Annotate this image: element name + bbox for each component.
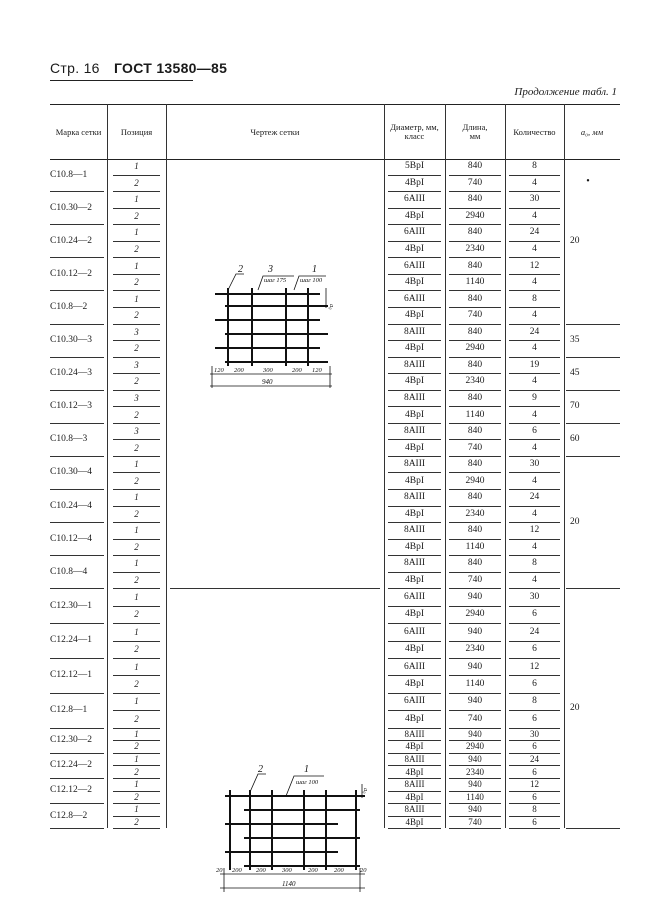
length-cell: 740	[467, 310, 483, 321]
diameter-cell: 4BpI	[405, 475, 424, 486]
quantity-cell: 4	[532, 343, 537, 354]
svg-text:2: 2	[238, 264, 243, 275]
diameter-cell: 4BpI	[405, 766, 424, 777]
quantity-cell: 4	[532, 310, 537, 321]
diameter-cell: 8AIII	[403, 392, 426, 403]
svg-text:200: 200	[292, 367, 302, 374]
diameter-cell: 6AIII	[403, 260, 426, 271]
quantity-cell: 4	[532, 210, 537, 221]
diameter-cell: 6AIII	[403, 293, 426, 304]
mesh-mark: C10.12—2	[50, 268, 92, 279]
diameter-cell: 4BpI	[405, 244, 424, 255]
position-cell: 1	[134, 696, 139, 707]
position-cell: 2	[134, 409, 139, 420]
quantity-cell: 30	[529, 194, 540, 205]
position-cell: 2	[134, 713, 139, 724]
svg-text:2: 2	[258, 764, 263, 775]
position-cell: 2	[134, 508, 139, 519]
diameter-cell: 6AIII	[403, 626, 426, 637]
quantity-cell: 6	[532, 766, 537, 777]
position-cell: 2	[134, 343, 139, 354]
mesh-drawing-c10	[200, 262, 345, 392]
quantity-cell: 4	[532, 541, 537, 552]
mesh-mark: C10.30—3	[50, 335, 92, 346]
header-drawing: Чертеж сетки	[250, 126, 300, 137]
a0-value: 45	[570, 368, 580, 379]
column-divider	[384, 104, 385, 828]
position-cell: 2	[134, 575, 139, 586]
quantity-cell: 8	[532, 558, 537, 569]
mesh-mark: C10.8—3	[50, 434, 88, 445]
position-cell: 1	[134, 227, 139, 238]
diameter-cell: 8AIII	[403, 558, 426, 569]
length-cell: 1140	[465, 409, 485, 420]
svg-text:20: 20	[360, 867, 367, 874]
length-cell: 740	[467, 713, 483, 724]
length-cell: 1140	[466, 791, 484, 802]
row-divider	[449, 828, 501, 829]
position-cell: 3	[134, 359, 139, 370]
length-cell: 840	[467, 161, 483, 172]
position-cell: 2	[134, 177, 139, 188]
length-cell: 940	[467, 591, 483, 602]
diameter-cell: 4BpI	[405, 609, 424, 620]
a0-value: 35	[570, 335, 580, 346]
length-cell: 840	[467, 492, 483, 503]
mesh-mark: C10.24—2	[50, 235, 92, 246]
length-cell: 2940	[465, 210, 485, 221]
position-cell: 1	[134, 753, 139, 764]
column-divider	[166, 104, 167, 828]
length-cell: 840	[467, 359, 483, 370]
svg-text:200: 200	[308, 867, 318, 874]
quantity-cell: 24	[529, 326, 540, 337]
diameter-cell: 4BpI	[405, 644, 424, 655]
diameter-cell: 8AIII	[403, 359, 426, 370]
position-cell: 1	[134, 591, 139, 602]
diameter-cell: 4BpI	[405, 741, 424, 752]
length-cell: 840	[467, 392, 483, 403]
quantity-cell: 19	[529, 359, 540, 370]
position-cell: 1	[134, 293, 139, 304]
quantity-cell: 12	[529, 661, 540, 672]
length-cell: 1140	[465, 541, 485, 552]
diameter-cell: 4BpI	[405, 791, 424, 802]
mesh-mark: C10.8—4	[50, 566, 88, 577]
position-cell: 3	[134, 326, 139, 337]
position-cell: 2	[134, 442, 139, 453]
svg-text:a₀: a₀	[362, 788, 369, 794]
mesh-mark: C10.8—1	[50, 169, 88, 180]
a0-value: 70	[570, 401, 580, 412]
quantity-cell: 6	[532, 713, 537, 724]
diameter-cell: 4BpI	[405, 713, 424, 724]
diameter-cell: 8AIII	[403, 326, 426, 337]
position-cell: 2	[134, 741, 139, 752]
length-cell: 740	[467, 575, 483, 586]
position-cell: 2	[134, 678, 139, 689]
svg-text:200: 200	[256, 867, 266, 874]
diameter-cell: 6AIII	[403, 194, 426, 205]
row-divider	[113, 828, 160, 829]
row-divider	[509, 828, 560, 829]
position-cell: 1	[134, 525, 139, 536]
svg-text:300: 300	[263, 367, 273, 374]
position-cell: 2	[134, 277, 139, 288]
length-cell: 940	[468, 728, 482, 739]
column-divider	[107, 104, 108, 828]
diameter-cell: 4BpI	[405, 541, 424, 552]
mesh-mark: C12.12—1	[50, 670, 92, 681]
length-cell: 840	[467, 426, 483, 437]
length-cell: 2940	[466, 741, 484, 752]
diameter-cell: 4BpI	[405, 508, 424, 519]
position-cell: 2	[134, 791, 139, 802]
quantity-cell: 4	[532, 376, 537, 387]
svg-text:300: 300	[282, 867, 292, 874]
quantity-cell: 9	[532, 392, 537, 403]
page-number: Стр. 16	[50, 60, 100, 76]
header-a0: a₀, мм	[580, 126, 604, 137]
length-cell: 2940	[465, 343, 485, 354]
header-rule	[50, 80, 193, 81]
quantity-cell: 24	[529, 626, 540, 637]
diameter-cell: 4BpI	[405, 442, 424, 453]
position-cell: 1	[134, 459, 139, 470]
quantity-cell: 24	[529, 492, 540, 503]
quantity-cell: 24	[529, 227, 540, 238]
length-cell: 740	[468, 816, 482, 827]
quantity-cell: 30	[529, 591, 540, 602]
diameter-cell: 8AIII	[404, 779, 425, 790]
length-cell: 940	[467, 696, 483, 707]
position-cell: 1	[134, 260, 139, 271]
length-cell: 2340	[465, 376, 485, 387]
length-cell: 940	[468, 779, 482, 790]
position-cell: 2	[134, 310, 139, 321]
svg-text:1: 1	[304, 764, 309, 775]
quantity-cell: 6	[532, 816, 537, 827]
svg-text:200: 200	[232, 867, 242, 874]
length-cell: 2340	[465, 508, 485, 519]
mesh-mark: C12.24—2	[50, 760, 92, 771]
diameter-cell: 4BpI	[405, 376, 424, 387]
quantity-cell: 4	[532, 244, 537, 255]
position-cell: 1	[134, 626, 139, 637]
quantity-cell: 12	[529, 525, 540, 536]
length-cell: 940	[467, 661, 483, 672]
position-cell: 2	[134, 766, 139, 777]
length-cell: 840	[467, 293, 483, 304]
diameter-cell: 4BpI	[405, 409, 424, 420]
length-cell: 840	[467, 558, 483, 569]
quantity-cell: 8	[532, 161, 537, 172]
quantity-cell: 4	[532, 442, 537, 453]
mesh-mark: C10.12—4	[50, 533, 92, 544]
position-cell: 2	[134, 376, 139, 387]
length-cell: 2940	[465, 475, 485, 486]
length-cell: 2340	[465, 644, 485, 655]
position-cell: 1	[134, 558, 139, 569]
svg-text:a₀: a₀	[328, 304, 335, 310]
a0-divider	[566, 828, 620, 829]
diameter-cell: 8AIII	[403, 525, 426, 536]
position-cell: 1	[134, 194, 139, 205]
quantity-cell: 6	[532, 426, 537, 437]
print-dot: •	[586, 176, 590, 188]
length-cell: 840	[467, 326, 483, 337]
position-cell: 3	[134, 392, 139, 403]
quantity-cell: 12	[529, 260, 540, 271]
mark-divider	[50, 828, 104, 829]
diameter-cell: 8AIII	[403, 492, 426, 503]
length-cell: 2340	[465, 244, 485, 255]
quantity-cell: 4	[532, 177, 537, 188]
position-cell: 1	[134, 728, 139, 739]
quantity-cell: 24	[530, 753, 539, 764]
svg-text:940: 940	[262, 378, 273, 386]
svg-text:120: 120	[214, 367, 224, 374]
mesh-mark: C10.24—4	[50, 500, 92, 511]
quantity-cell: 12	[530, 779, 539, 790]
a0-value: 20	[570, 703, 580, 714]
mesh-mark: C12.30—2	[50, 735, 92, 746]
position-cell: 1	[134, 779, 139, 790]
header-length: Длина, мм	[462, 122, 488, 141]
quantity-cell: 8	[532, 293, 537, 304]
table-continued-label: Продолжение табл. 1	[514, 86, 617, 98]
diameter-cell: 4BpI	[405, 177, 424, 188]
diameter-cell: 4BpI	[405, 310, 424, 321]
column-divider	[445, 104, 446, 828]
diameter-cell: 8AIII	[403, 426, 426, 437]
diameter-cell: 5BpI	[405, 161, 424, 172]
svg-text:шаг 175: шаг 175	[264, 277, 287, 284]
diameter-cell: 4BpI	[405, 678, 424, 689]
position-cell: 1	[134, 492, 139, 503]
diameter-cell: 4BpI	[405, 575, 424, 586]
quantity-cell: 6	[532, 609, 537, 620]
standard-number: ГОСТ 13580—85	[113, 60, 228, 76]
position-cell: 2	[134, 609, 139, 620]
length-cell: 2940	[465, 609, 485, 620]
position-cell: 2	[134, 244, 139, 255]
header-mark: Марка сетки	[55, 126, 102, 137]
length-cell: 1140	[465, 678, 485, 689]
quantity-cell: 30	[530, 728, 539, 739]
position-cell: 2	[134, 541, 139, 552]
header-diameter: Диаметр, мм, класс	[390, 122, 439, 141]
length-cell: 1140	[465, 277, 485, 288]
quantity-cell: 4	[532, 575, 537, 586]
page-header	[50, 60, 227, 76]
length-cell: 940	[468, 753, 482, 764]
mesh-mark: C12.8—2	[50, 810, 88, 821]
quantity-cell: 6	[532, 678, 537, 689]
length-cell: 840	[467, 525, 483, 536]
quantity-cell: 30	[529, 459, 540, 470]
table-header	[50, 104, 620, 160]
diameter-cell: 8AIII	[404, 804, 425, 815]
svg-text:200: 200	[234, 367, 244, 374]
mesh-mark: C10.30—4	[50, 467, 92, 478]
quantity-cell: 8	[532, 804, 537, 815]
header-position: Позиция	[120, 126, 153, 137]
diameter-cell: 4BpI	[405, 277, 424, 288]
column-divider	[564, 104, 565, 828]
column-divider	[505, 104, 506, 828]
length-cell: 740	[467, 177, 483, 188]
length-cell: 2340	[466, 766, 484, 777]
svg-text:3: 3	[268, 264, 273, 275]
position-cell: 2	[134, 210, 139, 221]
mesh-drawing-c12	[200, 764, 375, 894]
length-cell: 840	[467, 194, 483, 205]
position-cell: 2	[134, 475, 139, 486]
a0-value: 20	[570, 235, 580, 246]
mesh-mark: C10.12—3	[50, 401, 92, 412]
mesh-mark: C12.8—1	[50, 705, 88, 716]
position-cell: 3	[134, 426, 139, 437]
quantity-cell: 4	[532, 508, 537, 519]
svg-text:120: 120	[312, 367, 322, 374]
position-cell: 2	[134, 816, 139, 827]
diameter-cell: 4BpI	[405, 816, 424, 827]
svg-text:шаг 100: шаг 100	[300, 277, 323, 284]
length-cell: 740	[467, 442, 483, 453]
svg-text:1140: 1140	[282, 880, 296, 888]
mesh-mark: C10.30—2	[50, 202, 92, 213]
diameter-cell: 6AIII	[403, 591, 426, 602]
diameter-cell: 4BpI	[405, 210, 424, 221]
length-cell: 940	[468, 804, 482, 815]
quantity-cell: 4	[532, 409, 537, 420]
diameter-cell: 8AIII	[404, 753, 425, 764]
position-cell: 2	[134, 644, 139, 655]
quantity-cell: 4	[532, 475, 537, 486]
length-cell: 840	[467, 459, 483, 470]
a0-value: 60	[570, 434, 580, 445]
svg-text:200: 200	[334, 867, 344, 874]
position-cell: 1	[134, 161, 139, 172]
position-cell: 1	[134, 804, 139, 815]
mesh-mark: C12.30—1	[50, 600, 92, 611]
diameter-cell: 8AIII	[403, 459, 426, 470]
diameter-cell: 6AIII	[403, 227, 426, 238]
position-cell: 1	[134, 661, 139, 672]
diameter-cell: 4BpI	[405, 343, 424, 354]
diameter-cell: 6AIII	[403, 696, 426, 707]
diameter-cell: 8AIII	[404, 728, 425, 739]
drawing-divider	[170, 588, 380, 589]
mesh-mark: C12.24—1	[50, 635, 92, 646]
svg-text:шаг 100: шаг 100	[296, 779, 319, 786]
quantity-cell: 4	[532, 277, 537, 288]
length-cell: 940	[467, 626, 483, 637]
a0-value: 20	[570, 517, 580, 528]
mesh-mark: C12.12—2	[50, 785, 92, 796]
svg-text:20: 20	[216, 867, 223, 874]
quantity-cell: 6	[532, 644, 537, 655]
quantity-cell: 6	[532, 741, 537, 752]
length-cell: 840	[467, 227, 483, 238]
mesh-mark: C10.24—3	[50, 368, 92, 379]
diameter-cell: 6AIII	[403, 661, 426, 672]
quantity-cell: 6	[532, 791, 537, 802]
row-divider	[388, 828, 441, 829]
svg-text:1: 1	[312, 264, 317, 275]
quantity-cell: 8	[532, 696, 537, 707]
length-cell: 840	[467, 260, 483, 271]
header-quantity: Количество	[513, 126, 556, 137]
mesh-mark: C10.8—2	[50, 301, 88, 312]
